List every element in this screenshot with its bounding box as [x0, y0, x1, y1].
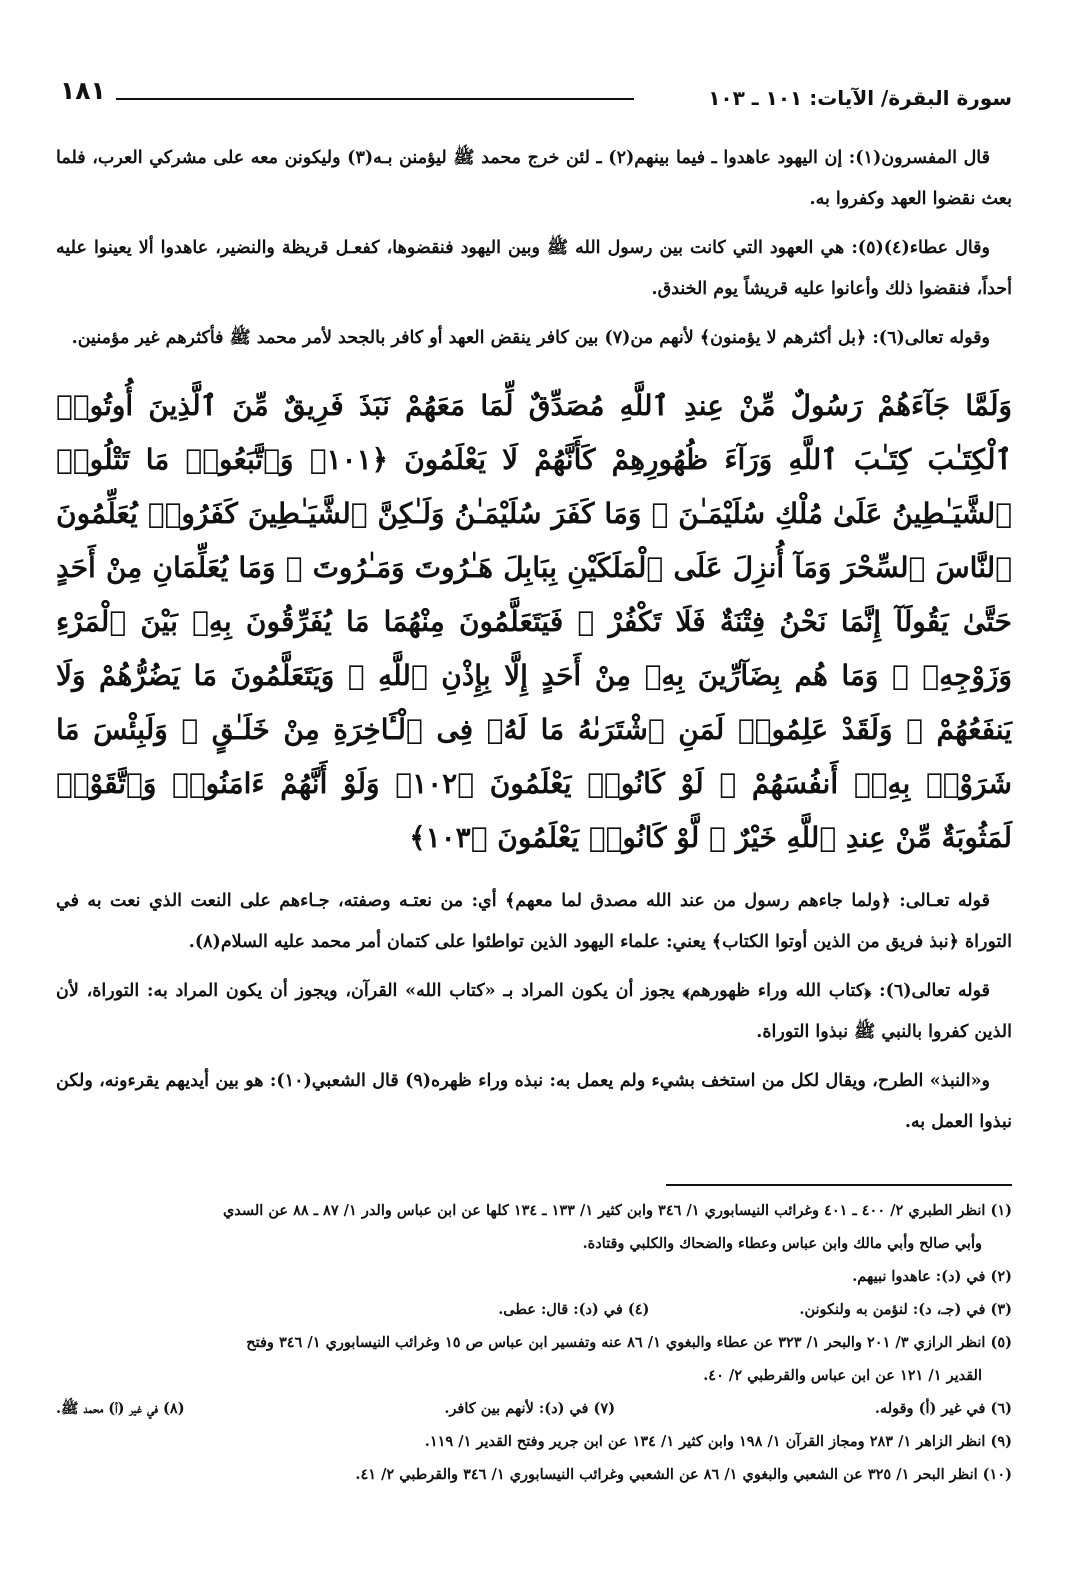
- paragraph-ata: وقال عطاء(٤)(٥): هي العهود التي كانت بين رسول الله ﷺ وبين اليهود فنقضوها، كفعـل قريظة والنضير، عاهدوا ألا يعينوا عليه أحداً، فنقضوا ذلك وأعانوا عليه قريشاً يوم الخندق.: [56, 238, 1012, 299]
- paragraph-akthar: وقوله تعالى(٦): ﴿بل أكثرهم لا يؤمنون﴾ لأنهم من(٧) بين كافر ينقض العهد أو كافر بالجحد لأمر محمد ﷺ فأكثرهم غير مؤمنين.: [71, 328, 990, 348]
- footnote-5: (٥) انظر الرازي ٣/ ٢٠١ والبحر ١/ ٣٢٣ عن عطاء والبغوي ١/ ٨٦ عنه وتفسير ابن عباس ص ١٥ وغرائب النيسابوري ١/ ٣٤٦ وفتح: [246, 1334, 1012, 1351]
- footnote-4: (٤) في (د): قال: عطى.: [498, 1301, 650, 1318]
- quran-verses: وَلَمَّا جَآءَهُمْ رَسُولٌ مِّنْ عِندِ ٱللَّهِ مُصَدِّقٌ لِّمَا مَعَهُمْ نَبَذَ فَرِيقٌ مِّنَ ٱلَّذِينَ أُوتُوا۟ ٱلْكِتَـٰبَ كِتَـٰبَ ٱللَّهِ وَرَآءَ ظُهُورِهِمْ كَأَنَّهُمْ لَا يَعْلَمُونَ ﴿١٠١﴾ وَٱتَّبَعُوا۟ مَا تَتْلُوا۟ ٱلشَّيَـٰطِينُ عَلَىٰ مُلْكِ سُلَيْمَـٰنَ ۖ وَمَا كَفَرَ سُلَيْمَـٰنُ وَلَـٰكِنَّ ٱلشَّيَـٰطِينَ كَفَرُوا۟ يُعَلِّمُونَ ٱلنَّاسَ ٱلسِّحْرَ وَمَآ أُنزِلَ عَلَى ٱلْمَلَكَيْنِ بِبَابِلَ هَـٰرُوتَ وَمَـٰرُوتَ ۚ وَمَا يُعَلِّمَانِ مِنْ أَحَدٍ حَتَّىٰ يَقُولَآ إِنَّمَا نَحْنُ فِتْنَةٌ فَلَا تَكْفُرْ ۖ فَيَتَعَلَّمُونَ مِنْهُمَا مَا يُفَرِّقُونَ بِهِۦ بَيْنَ ٱلْمَرْءِ وَزَوْجِهِۦ ۚ وَمَا هُم بِضَآرِّينَ بِهِۦ مِنْ أَحَدٍ إِلَّا بِإِذْنِ ٱللَّهِ ۚ وَيَتَعَلَّمُونَ مَا يَضُرُّهُمْ وَلَا يَنفَعُهُمْ ۚ وَلَقَدْ عَلِمُوا۟ لَمَنِ ٱشْتَرَىٰهُ مَا لَهُۥ فِى ٱلْـَٔاخِرَةِ مِنْ خَلَـٰقٍ ۚ وَلَبِئْسَ مَا شَرَوْا۟ بِهِۦٓ أَنفُسَهُمْ ۚ لَوْ كَانُوا۟ يَعْلَمُونَ ﴿١٠٢﴾ وَلَوْ أَنَّهُمْ ءَامَنُوا۟ وَٱتَّقَوْا۟ لَمَثُوبَةٌ مِّنْ عِندِ ٱللَّهِ خَيْرٌ ۖ لَّوْ كَانُوا۟ يَعْلَمُونَ ﴿١٠٣﴾: [56, 389, 1012, 854]
- footnote-row-3-4: [56, 1293, 1012, 1326]
- footnote-7: (٧) في (د): لأنهم بين كافر.: [444, 1400, 616, 1417]
- footnote-2: (٢) في (د): عاهدوا نبيهم.: [852, 1268, 1012, 1285]
- footnote-1-continued: وأبي صالح وأبي مالك وابن عباس وعطاء والضحاك والكلبي وقتادة.: [582, 1235, 982, 1252]
- page-number: ١٨١: [60, 76, 106, 105]
- footnote-3: (٣) في (جـ، د): لنؤمن به ولنكونن.: [799, 1301, 1012, 1318]
- footnote-separator: [666, 1184, 1012, 1186]
- commentary-paragraph-2: قوله تعالى(٦): ﴿كتاب الله وراء ظهورهم﴾ يجوز أن يكون المراد بـ «كتاب الله» القرآن، ويجوز أن يكون المراد به: التوراة، لأن الذين كفروا بالنبي ﷺ نبذوا التوراة.: [56, 981, 1012, 1042]
- footnote-5-continued: القدير ١/ ١٢١ عن ابن عباس والقرطبي ٢/ ٤٠.: [703, 1367, 982, 1384]
- footnote-1: (١) انظر الطبري ٢/ ٤٠٠ ـ ٤٠١ وغرائب النيسابوري ١/ ٣٤٦ وابن كثير ١/ ١٣٣ ـ ١٣٤ كلها عن ابن عباس والدر ١/ ٨٧ ـ ٨٨ عن السدي: [222, 1202, 1012, 1219]
- footnote-8: (٨) في غير (أ) محمد ﷺ.: [56, 1400, 185, 1417]
- main-text: [56, 138, 1012, 1151]
- paragraph-mufassirun: قال المفسرون(١): إن اليهود عاهدوا ـ فيما بينهم(٢) ـ لئن خرج محمد ﷺ ليؤمنن بـه(٣) وليكونن معه على مشركي العرب، فلما بعث نقضوا العهد وكفروا به.: [56, 148, 1012, 209]
- commentary-paragraph-1: قوله تعـالى: ﴿ولما جاءهم رسول من عند الله مصدق لما معهم﴾ أي: من نعتـه وصفته، جـاءهم على النعت الذي نعت به في التوراة ﴿نبذ فريق من الذين أوتوا الكتاب﴾ يعني: علماء اليهود الذين تواطئوا على كتمان أمر محمد عليه السلام(٨).: [56, 891, 1012, 952]
- commentary-paragraph-3: و«النبذ» الطرح، ويقال لكل من استخف بشيء ولم يعمل به: نبذه وراء ظهره(٩) قال الشعبي(١٠): هو بين أيديهم يقرءونه، ولكن نبذوا العمل به.: [56, 1071, 1012, 1132]
- header-rule: [116, 98, 634, 100]
- footnote-row-6-7-8: [56, 1392, 1012, 1425]
- footnote-6: (٦) في غير (أ) وقوله.: [874, 1400, 1012, 1417]
- footnote-9: (٩) انظر الزاهر ١/ ٢٨٣ ومجاز القرآن ١/ ١٩٨ وابن كثير ١/ ١٣٤ عن ابن جرير وفتح القدير ١/ ١١٩.: [424, 1433, 1012, 1450]
- surah-title: سورة البقرة/ الآيات: ١٠١ ـ ١٠٣: [708, 86, 1012, 110]
- footnotes: [56, 1194, 1012, 1491]
- page-header: [52, 76, 1012, 116]
- footnote-10: (١٠) انظر البحر ١/ ٣٢٥ عن الشعبي والبغوي ١/ ٨٦ عن الشعبي وغرائب النيسابوري ١/ ٣٤٦ والقرطبي ٢/ ٤١.: [355, 1466, 1012, 1483]
